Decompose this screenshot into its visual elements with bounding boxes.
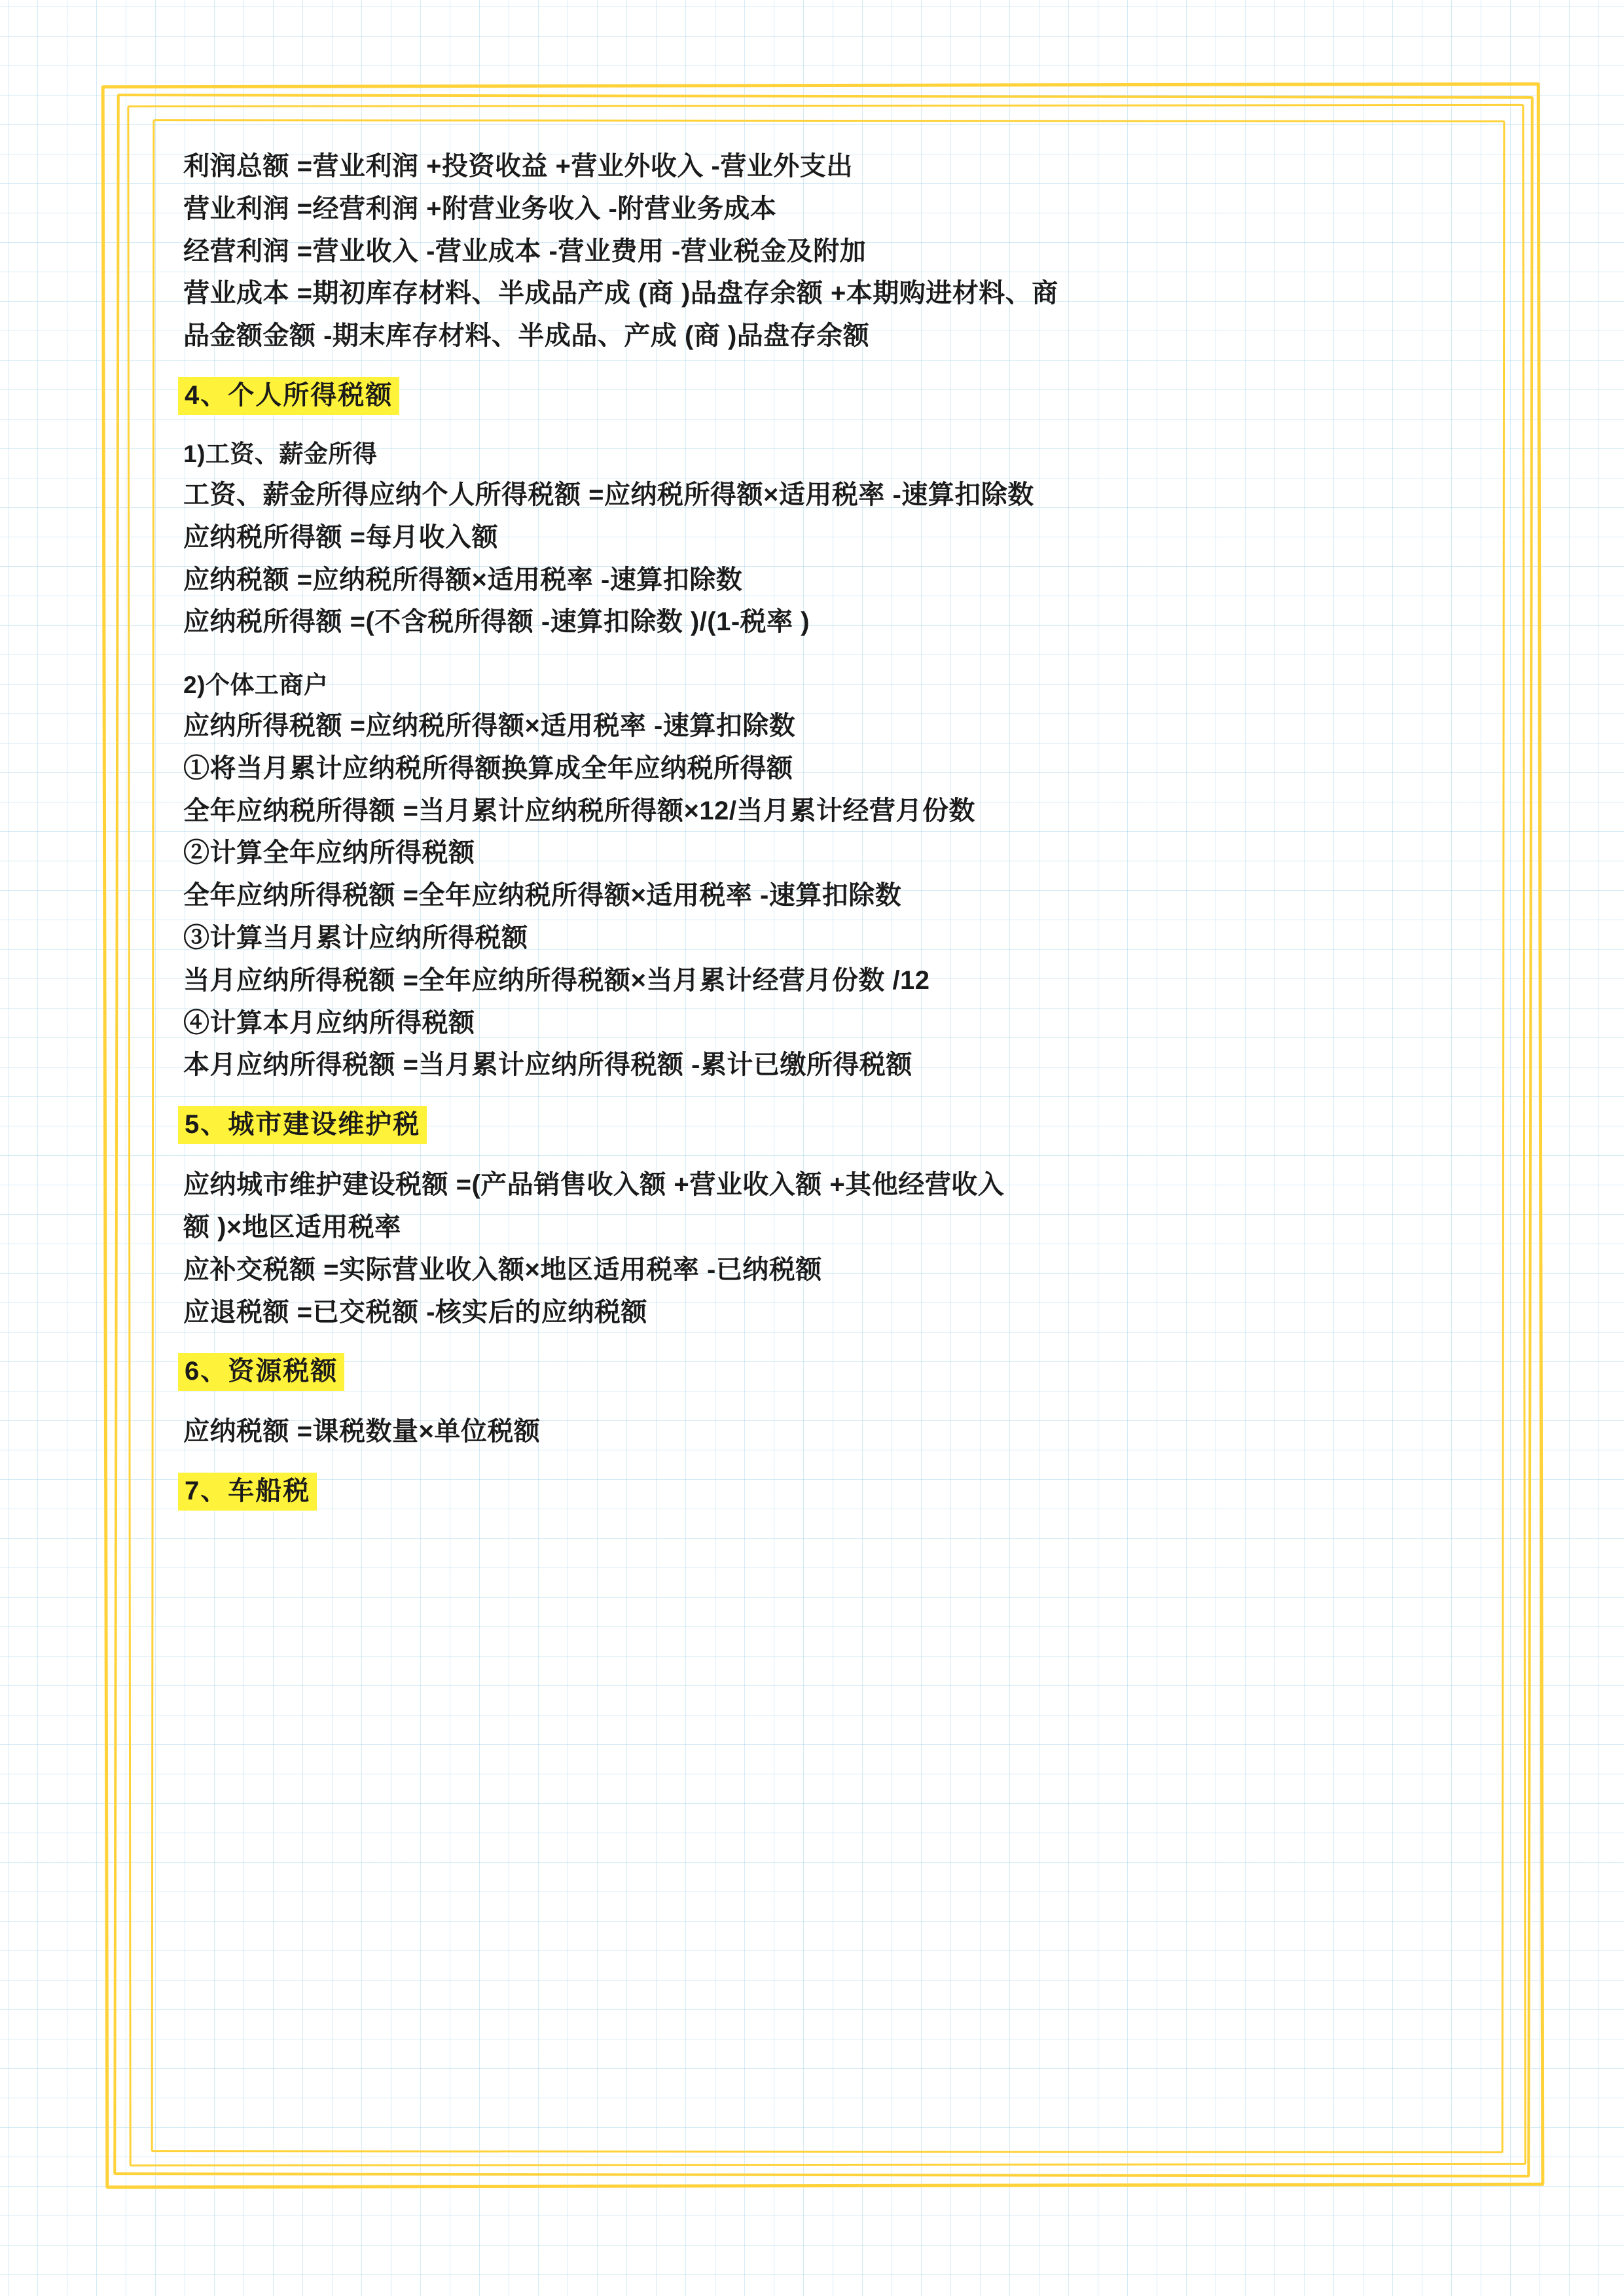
formula-line: 品金额金额 -期末库存材料、半成品、产成 (商 )品盘存余额 — [183, 321, 870, 351]
formula-subheading: 2)个体工商户 — [183, 672, 329, 699]
formula-line: 营业成本 =期初库存材料、半成品产成 (商 )品盘存余额 +本期购进材料、商 — [183, 279, 1058, 308]
formula-line: 当月应纳所得税额 =全年应纳所得税额×当月累计经营月份数 /12 — [183, 965, 930, 995]
formula-block-individual-business — [178, 666, 1481, 1086]
formula-block-profit — [178, 145, 1481, 357]
spacer — [178, 1151, 1481, 1164]
formula-block-city-maintenance — [178, 1164, 1481, 1333]
formula-line: ②计算全年应纳所得税额 — [183, 838, 475, 868]
formula-line: 全年应纳税所得额 =当月累计应纳税所得额×12/当月累计经营月份数 — [183, 796, 975, 825]
section-heading-city-maintenance-tax — [178, 1106, 1481, 1144]
formula-line: 应纳税所得额 =(不含税所得额 -速算扣除数 )/(1-税率 ) — [183, 607, 810, 637]
formula-line: 额 )×地区适用税率 — [183, 1213, 401, 1242]
formula-line: 应纳税所得额 =每月收入额 — [183, 522, 498, 552]
formula-line: 应补交税额 =实际营业收入额×地区适用税率 -已纳税额 — [183, 1255, 822, 1284]
formula-line: 应纳税额 =应纳税所得额×适用税率 -速算扣除数 — [183, 565, 743, 594]
spacer — [178, 422, 1481, 435]
formula-block-salary — [178, 435, 1481, 643]
section-heading-resource-tax — [178, 1353, 1481, 1391]
section-title-text: 6、资源税额 — [178, 1353, 344, 1391]
spacer — [178, 643, 1481, 666]
note-content — [178, 145, 1481, 1517]
formula-line: 本月应纳所得税额 =当月累计应纳所得税额 -累计已缴所得税额 — [183, 1050, 912, 1080]
formula-line: 应纳税额 =课税数量×单位税额 — [183, 1417, 541, 1446]
formula-line: 应纳所得税额 =应纳税所得额×适用税率 -速算扣除数 — [183, 711, 796, 741]
formula-line: ①将当月累计应纳税所得额换算成全年应纳税所得额 — [183, 753, 793, 783]
section-heading-personal-income-tax — [178, 377, 1481, 415]
formula-line: 应纳城市维护建设税额 =(产品销售收入额 +营业收入额 +其他经营收入 — [183, 1170, 1005, 1200]
section-title-text: 7、车船税 — [178, 1473, 317, 1511]
formula-line: 营业利润 =经营利润 +附营业务收入 -附营业务成本 — [183, 194, 777, 223]
spacer — [178, 1397, 1481, 1410]
formula-line: 全年应纳所得税额 =全年应纳税所得额×适用税率 -速算扣除数 — [183, 881, 902, 910]
formula-block-resource-tax — [178, 1410, 1481, 1453]
section-heading-vehicle-vessel-tax — [178, 1473, 1481, 1511]
section-title-text: 5、城市建设维护税 — [178, 1106, 427, 1144]
formula-subheading: 1)工资、薪金所得 — [183, 440, 378, 467]
formula-line: 工资、薪金所得应纳个人所得税额 =应纳税所得额×适用税率 -速算扣除数 — [183, 480, 1034, 509]
section-title-text: 4、个人所得税额 — [178, 377, 399, 415]
formula-line: ④计算本月应纳所得税额 — [183, 1008, 475, 1037]
formula-line: ③计算当月累计应纳所得税额 — [183, 924, 528, 953]
formula-line: 经营利润 =营业收入 -营业成本 -营业费用 -营业税金及附加 — [183, 236, 867, 266]
formula-line: 利润总额 =营业利润 +投资收益 +营业外收入 -营业外支出 — [183, 152, 853, 181]
formula-line: 应退税额 =已交税额 -核实后的应纳税额 — [183, 1297, 647, 1327]
